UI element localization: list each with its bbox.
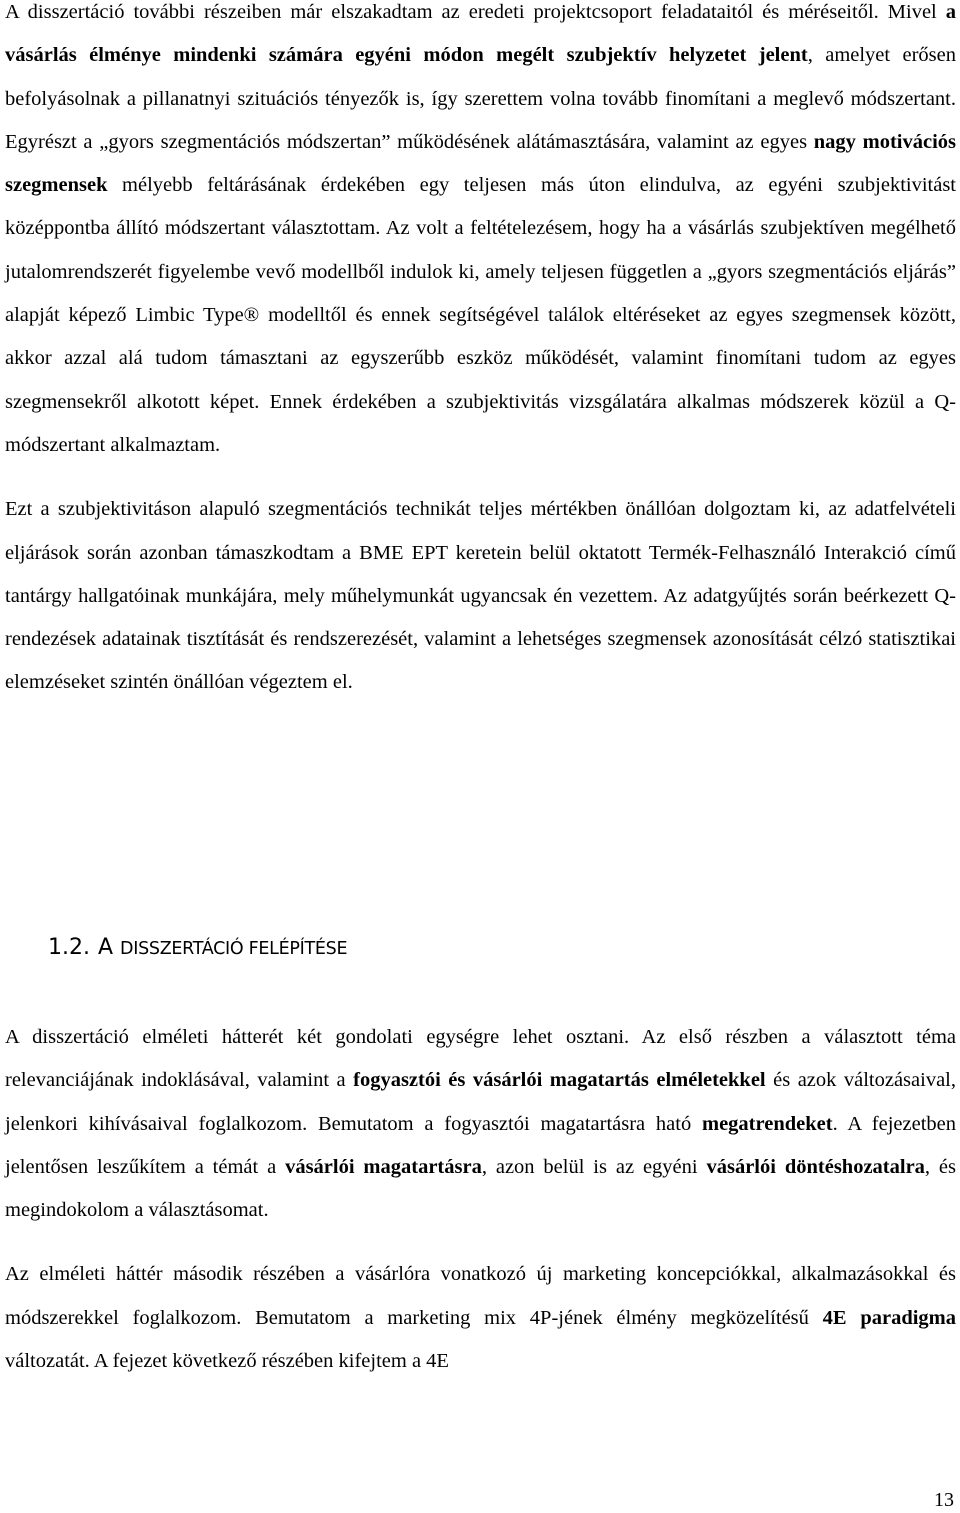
section-title-initial: A [97,935,114,960]
paragraph [5,0,956,467]
paragraph [5,1016,956,1232]
text-run: változatát. A fejezet következő részében kifejtem a 4E [5,1350,449,1373]
text-run: . A fejezetben jelentősen leszűkítem a témát a [5,1112,956,1178]
paragraph [5,1253,956,1383]
bold-text: nagy motivációs szegmensek [5,130,956,197]
text-run: , azon belül is az egyéni [481,1155,707,1178]
text-run: A disszertáció további részeiben már elszakadtam az eredeti projektcsoport feladataitól és méréseitől. Mivel [5,1,946,23]
text-run: Ezt a szubjektivitáson alapuló szegmentációs technikát teljes mértékben önállóan dolgoztam ki, az adatfelvételi eljárások során azonban támaszkodtam a BME EPT keretein belül oktatott Termék-Felhasználó Interakció című tantárgy hallgatóinak munkájára, mely műhelymunkát ugyancsak én vezettem. Az adatgyűjtés során beérkezett Q-rendezések adatainak tisztítását és rendszerezését, valamint a lehetséges szegmensek azonosítását célzó statisztikai elemzéseket szintén önállóan végeztem el. [5,498,956,694]
bold-text: vásárlói döntéshozatalra [706,1155,925,1178]
text-run: , és megindokolom a választásomat. [5,1155,957,1222]
bold-text: 4E paradigma [822,1306,956,1329]
bold-text: vásárlói magatartásra [285,1155,482,1178]
section-number: 1.2. [48,935,90,960]
text-run: mélyebb feltárásának érdekében egy teljesen más úton elindulva, az egyéni szubjektivitást középpontba állító módszertant választottam. Az volt a feltételezésem, hogy ha a vásárlás szubjektíven megélhető jutalomrendszerét figyelembe vevő modellből indulok ki, amely teljesen független a „gyors szegmentációs eljárás” alapját képező Limbic Type® modelltől és ennek segítségével találok eltéréseket az egyes szegmensek között, akkor azzal alá tudom támasztani az egyszerűbb eszköz működését, valamint finomítani tudom az egyes szegmensekről alkotott képet. Ennek érdekében a szubjektivitás vizsgálatára alkalmas módszerek közül a Q-módszertant alkalmaztam. [5,174,956,456]
page-number: 13 [934,1489,954,1511]
bold-text: a vásárlás élménye mindenki számára egyéni módon megélt szubjektív helyzetet jelent [5,1,956,67]
text-run: Az elméleti háttér második részében a vásárlóra vonatkozó új marketing koncepciókkal, alkalmazásokkal és módszerekkel foglalkozom. Bemutatom a marketing mix 4P-jének élmény megközelítésű [5,1263,956,1329]
bold-text: megatrendeket [702,1112,833,1135]
section-heading [48,932,347,965]
paragraph [5,488,956,704]
text-run: , amelyet erősen befolyásolnak a pillanatnyi szituációs tényezők is, így szerettem volna tovább finomítani a meglevő módszertant. Egyrészt a „gyors szegmentációs módszertan” működésének alátámasztására, valamint az egyes [5,44,956,153]
text-run: A disszertáció elméleti hátterét két gondolati egységre lehet osztani. Az első részben a választott téma relevanciájának indoklásával, valamint a [5,1026,956,1092]
text-run: és azok változásaival, jelenkori kihívásaival foglalkozom. Bemutatom a fogyasztói magatartásra ható [5,1069,957,1135]
section-title-rest: DISSZERTÁCIÓ FELÉPÍTÉSE [120,939,348,959]
bold-text: fogyasztói és vásárlói magatartás elméletekkel [353,1069,766,1092]
section-body [5,1016,956,1383]
